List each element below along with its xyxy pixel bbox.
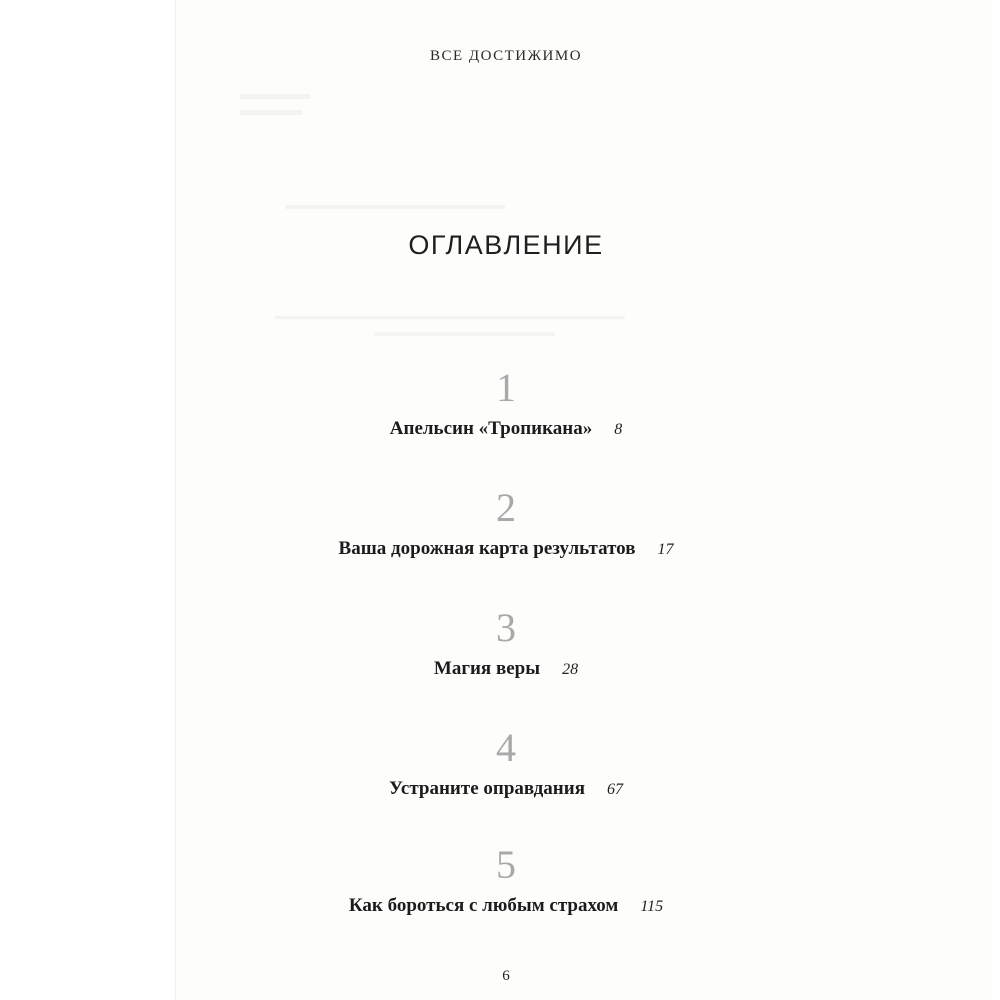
toc-entry-5[interactable] <box>176 843 836 917</box>
page-number: 6 <box>502 968 510 984</box>
chapter-number: 5 <box>496 842 516 887</box>
chapter-page-number: 115 <box>640 898 664 915</box>
toc-entry-1[interactable] <box>176 366 836 440</box>
chapter-number: 2 <box>496 485 516 530</box>
chapter-title: Устраните оправдания <box>389 778 585 799</box>
chapter-line <box>176 895 836 917</box>
bleed-through-shadow <box>275 310 635 350</box>
chapter-line <box>176 538 836 560</box>
chapter-title: Ваша дорожная карта результатов <box>338 538 636 559</box>
toc-entry-4[interactable] <box>176 726 836 800</box>
chapter-number: 3 <box>496 605 516 650</box>
chapter-line <box>176 658 836 680</box>
toc-entry-2[interactable] <box>176 486 836 560</box>
chapter-page-number: 28 <box>562 661 579 678</box>
chapter-page-number: 8 <box>614 421 623 438</box>
running-head: ВСЕ ДОСТИЖИМО <box>429 48 583 64</box>
chapter-page-number: 67 <box>606 781 623 798</box>
chapter-title: Как бороться с любым страхом <box>348 895 619 916</box>
toc-title: ОГЛАВЛЕНИЕ <box>408 230 604 260</box>
chapter-title: Магия веры <box>433 658 541 679</box>
chapter-number: 4 <box>496 725 516 770</box>
chapter-title: Апельсин «Тропикана» <box>389 418 593 439</box>
bleed-through-shadow <box>240 90 330 124</box>
chapter-number: 1 <box>496 365 516 410</box>
chapter-line <box>176 778 836 800</box>
toc-entry-3[interactable] <box>176 606 836 680</box>
chapter-line <box>176 418 836 440</box>
chapter-page-number: 17 <box>657 541 674 558</box>
bleed-through-shadow <box>285 195 535 219</box>
